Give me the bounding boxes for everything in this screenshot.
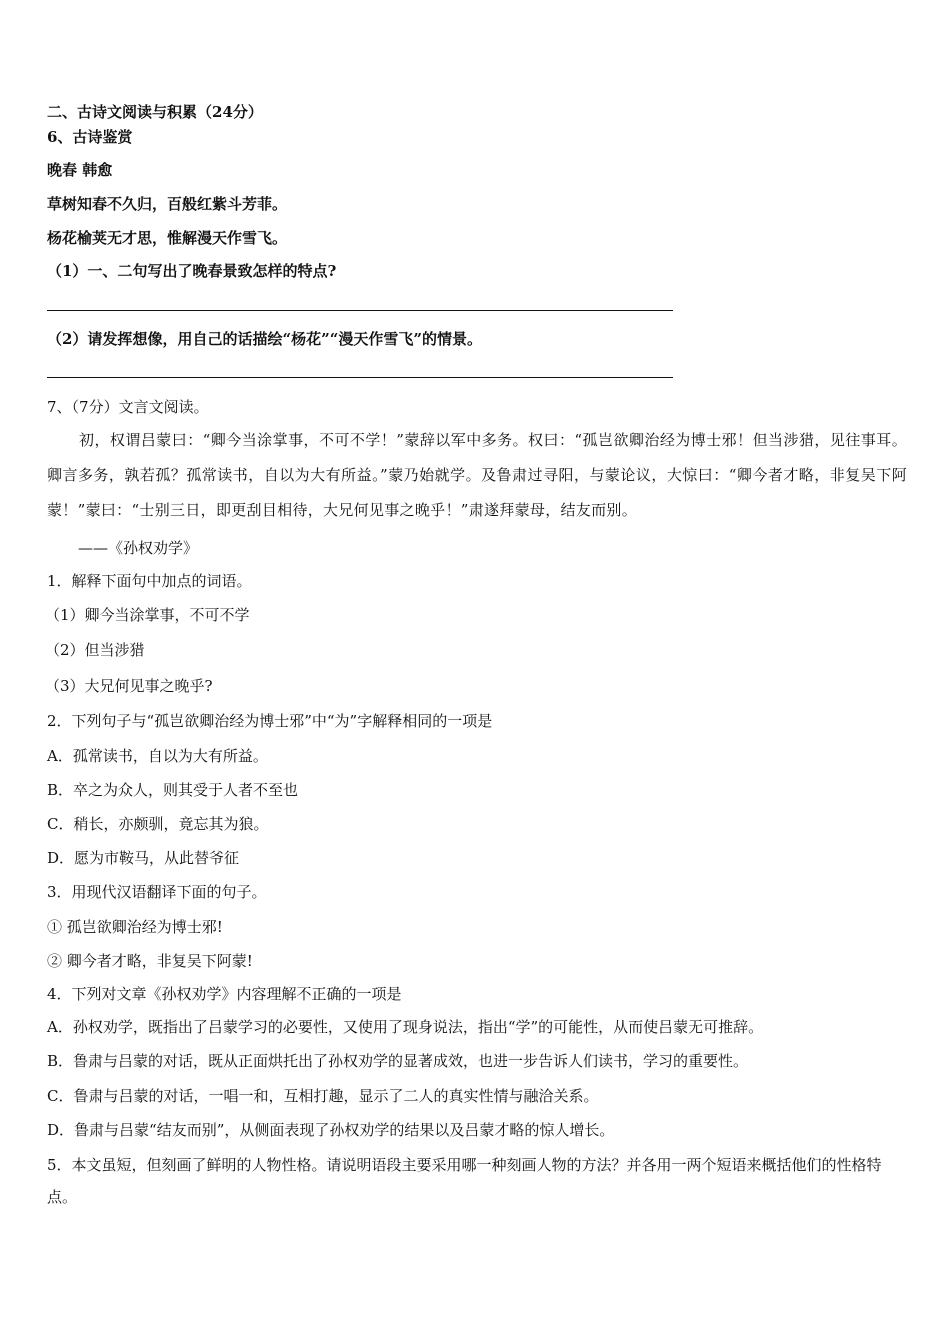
poem-line-2: 杨花榆荚无才思，惟解漫天作雪飞。 — [47, 229, 288, 247]
q7-item-5: 5．本文虽短，但刻画了鲜明的人物性格。请说明语段主要采用哪一种刻画人物的方法？并各用一两个短语来概括他们的性格特点。 — [47, 1156, 882, 1206]
q7-item-2-option-d: D．愿为市鞍马，从此替爷征 — [47, 849, 240, 867]
question-7-title: 7、（7分）文言文阅读。 — [47, 398, 209, 416]
q7-item-2-option-c: C．稍长，亦颇驯，竟忘其为狼。 — [47, 815, 269, 833]
question-6-sub-2: （2）请发挥想像，用自己的话描绘“杨花”“漫天作雪飞”的情景。 — [47, 330, 482, 348]
q7-item-1: 1．解释下面句中加点的词语。 — [47, 572, 252, 590]
q7-item-4-option-b: B．鲁肃与吕蒙的对话，既从正面烘托出了孙权劝学的显著成效，也进一步告诉人们读书，学习的重要性。 — [47, 1052, 749, 1070]
q7-item-4-option-a: A．孙权劝学，既指出了吕蒙学习的必要性，又使用了现身说法，指出“学”的可能性，从而使吕蒙无可推辞。 — [47, 1018, 764, 1036]
section-heading: 二、古诗文阅读与积累（24分） — [47, 103, 263, 121]
question-6-sub-1: （1）一、二句写出了晚春景致怎样的特点? — [47, 262, 337, 280]
q7-item-1-2: （2）但当涉猎 — [45, 641, 145, 659]
q7-item-4-option-c: C．鲁肃与吕蒙的对话，一唱一和，互相打趣，显示了二人的真实性情与融洽关系。 — [47, 1087, 599, 1105]
q7-item-1-1: （1）卿今当涂掌事，不可不学 — [45, 606, 250, 624]
q7-item-2-option-a: A．孤常读书，自以为大有所益。 — [47, 747, 268, 765]
q7-item-3-2: ② 卿今者才略，非复吴下阿蒙! — [47, 952, 253, 970]
q7-item-3-1: ① 孤岂欲卿治经为博士邪! — [47, 918, 223, 936]
poem-line-1: 草树知春不久归，百般红紫斗芳菲。 — [47, 195, 288, 213]
answer-line-2 — [47, 377, 673, 378]
poem-title: 晚春 韩愈 — [47, 161, 113, 179]
q7-item-4-option-d: D．鲁肃与吕蒙“结友而别”，从侧面表现了孙权劝学的结果以及吕蒙才略的惊人增长。 — [47, 1121, 615, 1139]
q7-item-2-option-b: B．卒之为众人，则其受于人者不至也 — [47, 781, 299, 799]
classical-passage: 初，权谓吕蒙曰：“卿今当涂掌事，不可不学！”蒙辞以军中多务。权曰：“孤岂欲卿治经为博士邪！但当涉猎，见往事耳。卿言多务，孰若孤？孤常读书，自以为大有所益。”蒙乃始就学。及鲁肃过寻阳，与蒙论议，大惊曰：“卿今者才略，非复吴下阿蒙！”蒙曰：“士别三日，即更刮目相待，大兄何见事之晚乎！”肃遂拜蒙母，结友而别。 — [47, 431, 907, 519]
q7-item-4: 4．下列对文章《孙权劝学》内容理解不正确的一项是 — [47, 985, 402, 1003]
q7-item-1-3: （3）大兄何见事之晚乎? — [45, 677, 213, 695]
passage-source: ——《孙权劝学》 — [78, 539, 199, 557]
q7-item-2: 2．下列句子与“孤岂欲卿治经为博士邪”中“为”字解释相同的一项是 — [47, 712, 493, 730]
question-6-title: 6、古诗鉴赏 — [47, 128, 133, 146]
q7-item-3: 3．用现代汉语翻译下面的句子。 — [47, 883, 267, 901]
answer-line-1 — [47, 310, 673, 311]
